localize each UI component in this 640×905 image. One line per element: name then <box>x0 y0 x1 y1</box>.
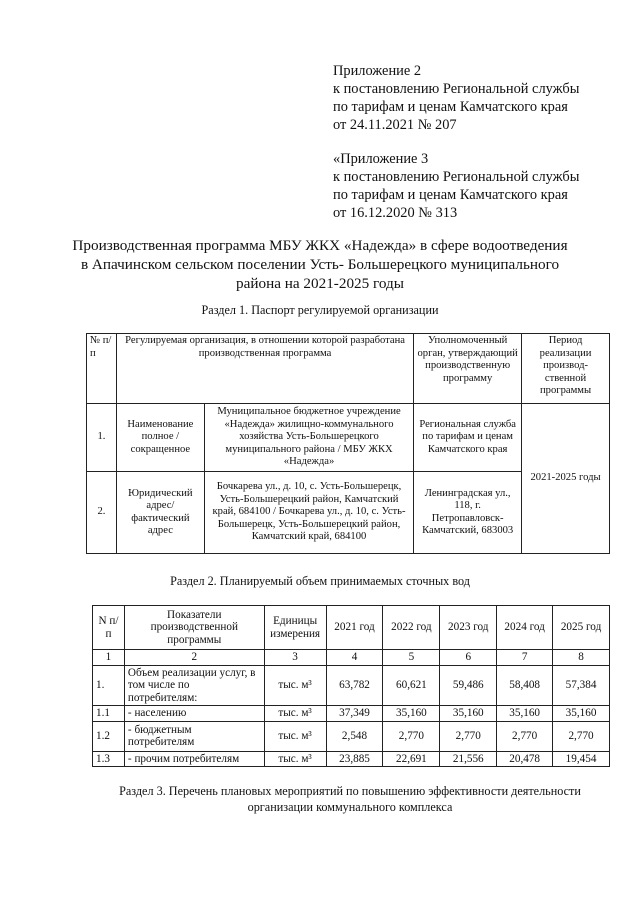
table-row <box>93 751 610 767</box>
row-num: 2. <box>87 472 117 554</box>
header-cell: 2025 год <box>553 606 610 650</box>
row-label: Юридический адрес/фактический адрес <box>116 472 204 554</box>
value-2025: 19,454 <box>553 751 610 767</box>
header-num: № п/п <box>87 334 117 404</box>
header-authority: Уполномоченный орган, утверждающий производственную программу <box>414 334 522 404</box>
appendix-3-date: от 16.12.2020 № 313 <box>333 205 458 221</box>
appendix-2-date: от 24.11.2021 № 207 <box>333 117 457 133</box>
column-number: 6 <box>440 650 497 666</box>
appendix-2-title: Приложение 2 <box>333 63 422 79</box>
column-number: 1 <box>93 650 125 666</box>
row-num: 1.2 <box>93 721 125 751</box>
passport-header-row <box>87 334 610 404</box>
column-number: 8 <box>553 650 610 666</box>
column-number-row <box>93 650 610 666</box>
value-2022: 2,770 <box>383 721 440 751</box>
header-cell: 2021 год <box>326 606 383 650</box>
header-cell: Показатели производственной программы <box>124 606 264 650</box>
value-2023: 21,556 <box>440 751 497 767</box>
row-name: Объем реализации услуг, в том числе по потребителям: <box>124 665 264 706</box>
value-2021: 2,548 <box>326 721 383 751</box>
section-1-heading: Раздел 1. Паспорт регулируемой организации <box>201 303 439 317</box>
value-2022: 22,691 <box>383 751 440 767</box>
value-2024: 20,478 <box>497 751 553 767</box>
appendix-3-line: к постановлению Региональной службы <box>333 169 580 185</box>
value-2022: 60,621 <box>383 665 440 706</box>
org-name-cell: Муниципальное бюджетное учреждение «Надежда» жилищно-коммунального хозяйства Усть-Большерецкого муниципального района / МБУ ЖКХ «Надежда» <box>204 404 413 472</box>
row-name: - бюджетным потребителям <box>124 721 264 751</box>
header-cell: 2022 год <box>383 606 440 650</box>
value-2024: 2,770 <box>497 721 553 751</box>
column-number: 4 <box>326 650 383 666</box>
org-address-cell: Бочкарева ул., д. 10, с. Усть-Большерецк, Усть-Большерецкий район, Камчатский край, 684100 / Бочкарева ул., д. 10, с. Усть-Большерецк, Усть-Большерецкий район, Камчатский край, 684100 <box>204 472 413 554</box>
value-2023: 59,486 <box>440 665 497 706</box>
appendix-3-title: «Приложение 3 <box>333 151 429 167</box>
table-row <box>93 706 610 722</box>
appendix-2-block <box>333 62 633 134</box>
table-row <box>93 721 610 751</box>
value-2024: 58,408 <box>497 665 553 706</box>
header-cell: 2024 год <box>497 606 553 650</box>
table-row <box>87 404 610 472</box>
row-num: 1.3 <box>93 751 125 767</box>
column-number: 7 <box>497 650 553 666</box>
row-name: - прочим потребителям <box>124 751 264 767</box>
header-cell: 2023 год <box>440 606 497 650</box>
value-2024: 35,160 <box>497 706 553 722</box>
authority-name-cell: Региональная служба по тарифам и ценам Камчатского края <box>414 404 522 472</box>
row-label: Наименование полное / сокращенное <box>116 404 204 472</box>
header-period: Период реализации производ-ственной программы <box>522 334 610 404</box>
value-2021: 37,349 <box>326 706 383 722</box>
value-2021: 63,782 <box>326 665 383 706</box>
table-row <box>93 665 610 706</box>
appendix-3-block <box>333 150 633 222</box>
document-title: Производственная программа МБУ ЖКХ «Надежда» в сфере водоотведения в Апачинском сельском поселении Усть- Большерецкого муниципального района на 2021-2025 годы <box>72 237 568 292</box>
row-num: 1. <box>93 665 125 706</box>
section-3-heading: Раздел 3. Перечень плановых мероприятий по повышению эффективности деятельности организации коммунального комплекса <box>119 784 581 814</box>
appendix-2-line: по тарифам и ценам Камчатского края <box>333 99 568 115</box>
header-org: Регулируемая организация, в отношении которой разработана производственная программа <box>116 334 413 404</box>
row-unit: тыс. м³ <box>264 721 326 751</box>
value-2023: 2,770 <box>440 721 497 751</box>
column-number: 5 <box>383 650 440 666</box>
column-number: 2 <box>124 650 264 666</box>
section-2-heading: Раздел 2. Планируемый объем принимаемых сточных вод <box>170 574 470 588</box>
row-num: 1. <box>87 404 117 472</box>
volume-header-row <box>93 606 610 650</box>
row-num: 1.1 <box>93 706 125 722</box>
row-unit: тыс. м³ <box>264 751 326 767</box>
row-name: - населению <box>124 706 264 722</box>
value-2023: 35,160 <box>440 706 497 722</box>
header-cell: Единицы измерения <box>264 606 326 650</box>
value-2022: 35,160 <box>383 706 440 722</box>
appendix-3-line: по тарифам и ценам Камчатского края <box>333 187 568 203</box>
volume-table <box>92 605 610 767</box>
header-cell: N п/п <box>93 606 125 650</box>
row-unit: тыс. м³ <box>264 665 326 706</box>
column-number: 3 <box>264 650 326 666</box>
row-unit: тыс. м³ <box>264 706 326 722</box>
value-2025: 57,384 <box>553 665 610 706</box>
authority-address-cell: Ленинградская ул., 118, г. Петропавловск-Камчатский, 683003 <box>414 472 522 554</box>
passport-table <box>86 333 610 554</box>
period-cell: 2021-2025 годы <box>522 404 610 554</box>
appendix-2-line: к постановлению Региональной службы <box>333 81 580 97</box>
value-2021: 23,885 <box>326 751 383 767</box>
value-2025: 35,160 <box>553 706 610 722</box>
value-2025: 2,770 <box>553 721 610 751</box>
